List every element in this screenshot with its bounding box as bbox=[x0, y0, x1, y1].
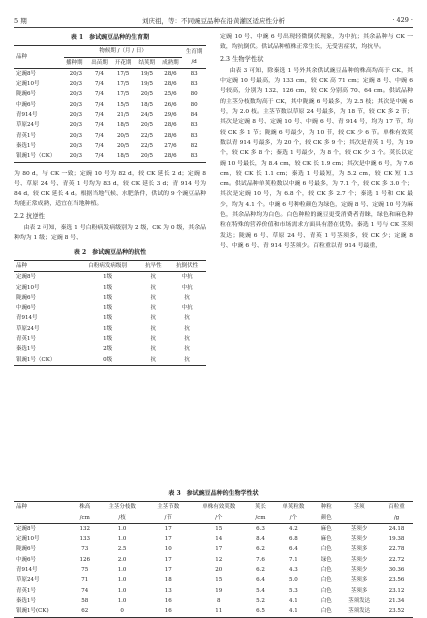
table-cell: 青914号 bbox=[16, 315, 38, 322]
table-row bbox=[14, 68, 206, 79]
left-paragraph-1: 为 80 d，与 CK 一致；定豌 10 号为 82 d，较 CK 延长 2 d；定豌 8 号、草原 24 号、青英 1 号均为 83 d，较 CK 延长 3 d；青 914 号为 84 d，较 CK 延长 4 d。根据当地气候、水肥条件，供试的 9 个豌豆品种均能正常成熟，适宜在当地种植。 bbox=[14, 170, 206, 208]
table-cell: 18 bbox=[164, 577, 172, 584]
table3-unit: /cm bbox=[255, 514, 266, 521]
table-cell: 82 bbox=[190, 142, 198, 149]
table-cell: 1.0 bbox=[117, 525, 127, 532]
table-cell: 7/4 bbox=[95, 101, 104, 108]
table1-subheader: 成熟期 bbox=[162, 59, 179, 66]
table1-subheader: 开花期 bbox=[114, 59, 132, 66]
table-cell: 4.1 bbox=[288, 608, 298, 615]
table-cell: 茎须发达 bbox=[348, 597, 371, 604]
table-cell: 抗 bbox=[150, 284, 157, 291]
table2-header: 抗倒伏性 bbox=[176, 262, 199, 269]
header-rule bbox=[14, 27, 413, 28]
table-cell: 陇豌6号 bbox=[16, 91, 36, 98]
table-cell: 17 bbox=[164, 536, 172, 543]
table-cell: 23.56 bbox=[388, 577, 405, 584]
table-cell: 1.0 bbox=[117, 567, 127, 574]
table3-block bbox=[14, 488, 413, 618]
table-cell: 草原24号 bbox=[16, 325, 40, 332]
table-cell: 28/6 bbox=[164, 70, 177, 77]
table-cell: 15 bbox=[215, 525, 223, 532]
table-row bbox=[14, 120, 206, 130]
table-row bbox=[14, 575, 413, 585]
table-cell: 18/5 bbox=[116, 122, 130, 129]
table-cell: 白色 bbox=[320, 587, 332, 594]
table-cell: 6.8 bbox=[288, 536, 298, 543]
table-cell: 4.3 bbox=[288, 567, 298, 574]
table-cell: 18/5 bbox=[116, 153, 130, 160]
table-cell: 4.1 bbox=[288, 597, 298, 604]
table-cell: 22/5 bbox=[140, 142, 153, 149]
table-cell: 1.0 bbox=[117, 597, 127, 604]
table3-unit: 颜色 bbox=[320, 514, 332, 521]
left-column bbox=[14, 32, 206, 366]
table-cell: 20/3 bbox=[69, 91, 82, 98]
table-cell: 20/3 bbox=[69, 81, 82, 88]
table-cell: 1级 bbox=[103, 325, 113, 332]
table-cell: 抗 bbox=[184, 315, 190, 322]
table-cell: 22.78 bbox=[388, 546, 405, 553]
table-cell: 茎须多 bbox=[350, 577, 368, 584]
table3-unit: /cm bbox=[79, 514, 90, 521]
table-row bbox=[14, 606, 413, 617]
table-cell: 17 bbox=[164, 556, 172, 563]
table-cell: 24.18 bbox=[388, 525, 405, 532]
table3-header: 主茎节数 bbox=[157, 504, 180, 511]
table-cell: 7.6 bbox=[256, 556, 265, 563]
table3-header: 单株有效荚数 bbox=[202, 504, 236, 511]
table-cell: 中抗 bbox=[181, 274, 193, 281]
table-cell: 22.72 bbox=[388, 556, 405, 563]
table-cell: 20/3 bbox=[69, 132, 82, 139]
table-cell: 秦选1号 bbox=[16, 142, 36, 149]
table-cell: 定豌8号 bbox=[16, 70, 36, 77]
table-cell: 1级 bbox=[103, 315, 113, 322]
table-cell: 19/5 bbox=[140, 70, 153, 77]
table2 bbox=[14, 260, 206, 366]
table-cell: 0级 bbox=[103, 356, 113, 363]
table-row bbox=[14, 283, 206, 293]
table-cell: 22/5 bbox=[140, 132, 153, 139]
table-cell: 83 bbox=[190, 81, 198, 88]
page-number: · 429 · bbox=[392, 16, 413, 24]
section-heading-2-3 bbox=[220, 55, 413, 65]
table-cell: 中豌6号 bbox=[16, 305, 36, 312]
table1-header-period: 生育期 bbox=[185, 48, 203, 55]
table-cell: 秦选1号 bbox=[16, 346, 36, 353]
table-cell: 28/6 bbox=[164, 122, 177, 129]
table-row bbox=[14, 334, 206, 344]
table-cell: 草原24号 bbox=[16, 122, 40, 129]
table-cell: 1级 bbox=[103, 294, 113, 301]
table-cell: 绿色 bbox=[320, 556, 332, 563]
table-cell: 80 bbox=[190, 91, 198, 98]
table-cell: 11 bbox=[215, 608, 223, 615]
section-title: 生物学性状 bbox=[232, 55, 264, 63]
table-cell: 132 bbox=[79, 525, 90, 532]
table3-header: 茎须 bbox=[353, 504, 365, 511]
table-cell: 6.2 bbox=[256, 567, 265, 574]
table-cell: 白色 bbox=[320, 608, 332, 615]
table-cell: 抗 bbox=[150, 336, 157, 343]
table1-subheader: 播种期 bbox=[65, 59, 83, 66]
table-row bbox=[14, 555, 413, 565]
table3-header: 品种 bbox=[16, 504, 28, 511]
table-cell: 23.12 bbox=[388, 587, 405, 594]
table-cell: 62 bbox=[81, 608, 89, 615]
table-row bbox=[14, 324, 206, 334]
table-cell: 28/6 bbox=[164, 132, 177, 139]
section-heading-2-2 bbox=[14, 212, 206, 222]
table3-unit: /个 bbox=[289, 514, 298, 521]
table-cell: 80 bbox=[190, 101, 198, 108]
table-cell: 16 bbox=[164, 608, 172, 615]
table-cell: 21/5 bbox=[116, 112, 130, 119]
table-cell: 1级 bbox=[103, 305, 113, 312]
table-cell: 抗 bbox=[150, 294, 157, 301]
table-cell: 青914号 bbox=[16, 112, 38, 119]
table-row bbox=[14, 534, 413, 544]
table-cell: 1.0 bbox=[117, 577, 127, 584]
table-cell: 27/6 bbox=[164, 142, 177, 149]
right-column bbox=[220, 32, 413, 251]
table-cell: 6.5 bbox=[256, 608, 265, 615]
table-row bbox=[14, 110, 206, 120]
table-cell: 6.4 bbox=[288, 546, 298, 553]
table-cell: 18/5 bbox=[140, 101, 153, 108]
table-cell: 2.0 bbox=[117, 556, 127, 563]
table-cell: 7/4 bbox=[95, 122, 104, 129]
table-cell: 青914号 bbox=[16, 567, 38, 574]
table-cell: 定豌10号 bbox=[16, 284, 40, 291]
table-cell: 7/4 bbox=[95, 153, 104, 160]
table-cell: 麻色 bbox=[320, 525, 332, 532]
table-cell: 陇豌6号 bbox=[16, 546, 36, 553]
table-cell: 白色 bbox=[320, 577, 332, 584]
table-row bbox=[14, 100, 206, 110]
table-cell: 银豌1号（CK） bbox=[16, 356, 56, 363]
table-cell: 抗 bbox=[150, 305, 157, 312]
table-cell: 茎须少 bbox=[350, 525, 368, 532]
table1-header-days: /d bbox=[191, 59, 197, 66]
table-row bbox=[14, 79, 206, 89]
table-cell: 1级 bbox=[103, 284, 113, 291]
table-cell: 20/5 bbox=[140, 122, 153, 129]
table-cell: 6.2 bbox=[256, 546, 265, 553]
table-cell: 74 bbox=[81, 587, 89, 594]
table3-header: 荚长 bbox=[254, 504, 266, 511]
section-number: 2.2 bbox=[14, 212, 25, 220]
table-cell: 20/3 bbox=[69, 153, 82, 160]
table-cell: 19.38 bbox=[388, 536, 405, 543]
table-cell: 20/3 bbox=[69, 112, 82, 119]
table3-header: 种粒 bbox=[320, 504, 332, 511]
table-cell: 17 bbox=[164, 525, 172, 532]
table-cell: 7/4 bbox=[95, 70, 104, 77]
table-cell: 定豌8号 bbox=[16, 525, 36, 532]
section-number: 2.3 bbox=[220, 55, 231, 63]
table-cell: 17 bbox=[215, 546, 223, 553]
table-cell: 23.52 bbox=[388, 608, 405, 615]
table-row bbox=[14, 141, 206, 151]
table2-body bbox=[14, 272, 206, 366]
table-cell: 茎须多 bbox=[350, 587, 368, 594]
table-cell: 17 bbox=[164, 567, 172, 574]
right-paragraph-2: 由表 3 可知，除秦选 1 号外其余供试豌豆品种的株高均高于 CK，其中定豌 10 号最高，为 133 cm，较 CK 高 71 cm；定豌 8 号、中豌 6 号较高，分别为 132、126 cm，较 CK 分别高 70、64 cm。供试品种的主茎分枝数均高于 CK，其中陇豌 6 号最多，为 2.5 枝；其次是中豌 6 号，为 2.0 枝。主茎节数以草原 24 号最多，为 18 节，较 CK 多 2 节；其次是定豌 8 号、定豌 10 号、中豌 6 号、青 914 号，均为 17 节，均较 CK 多 1 节；陇豌 6 号最少，为 10 节，较 CK 少 6 节。单株有效荚数以青 914 号最多，为 20 个，较 CK 多 9 个；其次是青英 1 号，为 19 个，较 CK 多 8 个；秦选 1 号最少，为 8 个，较 CK 少 3 个。荚长以定豌 10 号最长，为 8.4 cm，较 CK 长 1.9 cm；其次是中豌 6 号，为 7.6 cm，较 CK 长 1.1 cm；秦选 1 号最短，为 5.2 cm，较 CK 短 1.3 cm。供试品种单荚粒数以中豌 6 号最多，为 7.1 个，较 CK 多 3.0 个；其次是定豌 10 号，为 6.8 个，较 CK 多 2.7 个；秦选 1 号和 CK 最少，均为 4.1 个。中豌 6 号种粒颜色为绿色，定豌 8 号、定豌 10 号为麻色，其余品种均为白色。白色种粒的豌豆更受消费者青睐，绿色和麻色种粒在特殊的营养价值和市场需求方面具有潜在优势。秦选 1 号与 CK 茎须发达；陇豌 6 号、草原 24 号、青英 1 号茎须多，较 CK 少；定豌 8 号、中豌 6 号、青 914 号茎须少。百粒重以青 914 号最重， bbox=[220, 67, 413, 249]
table-cell: 茎须少 bbox=[350, 536, 368, 543]
table-cell: 白色 bbox=[320, 546, 332, 553]
table1-subheader: 结荚期 bbox=[138, 59, 156, 66]
table-cell: 麻色 bbox=[320, 536, 332, 543]
table-cell: 1.0 bbox=[117, 587, 127, 594]
table-cell: 84 bbox=[190, 112, 198, 119]
right-paragraph-1: 定豌 10 号、中豌 6 号出现轻微倒伏现象，为中抗；其余品种与 CK 一致，均抗倒伏。供试品种植株正常生长，无受害症状，均抗旱。 bbox=[220, 34, 413, 51]
table1-caption: 表 1 参试豌豆品种的生育期 bbox=[70, 34, 150, 41]
table-cell: 茎须少 bbox=[350, 556, 368, 563]
table3 bbox=[14, 501, 413, 617]
table-cell: 抗 bbox=[150, 274, 157, 281]
table-cell: 126 bbox=[79, 556, 90, 563]
table-cell: 17/5 bbox=[116, 70, 130, 77]
table-cell: 中抗 bbox=[181, 305, 193, 312]
table-cell: 75 bbox=[81, 567, 89, 574]
running-title: 刘庆祖，等：不同豌豆品种在沿黄灌区适应性分析 bbox=[142, 17, 285, 25]
table2-header: 品种 bbox=[16, 262, 28, 269]
table3-body bbox=[14, 523, 413, 617]
table-cell: 13 bbox=[164, 587, 172, 594]
table-cell: 定豌8号 bbox=[16, 274, 36, 281]
table-cell: 73 bbox=[81, 546, 89, 553]
table-row bbox=[14, 565, 413, 575]
table3-unit: /枝 bbox=[118, 514, 126, 521]
table-cell: 20/3 bbox=[69, 142, 82, 149]
table-cell: 14 bbox=[215, 536, 223, 543]
table-cell: 83 bbox=[190, 122, 198, 129]
table-cell: 25/6 bbox=[164, 91, 177, 98]
table-row bbox=[14, 293, 206, 303]
table-cell: 5.2 bbox=[256, 597, 265, 604]
section-title: 抗逆性 bbox=[26, 212, 45, 220]
table-cell: 1.0 bbox=[117, 536, 127, 543]
table-cell: 133 bbox=[79, 536, 90, 543]
table-cell: 15/5 bbox=[116, 101, 130, 108]
table-row bbox=[14, 272, 206, 283]
table-cell: 抗 bbox=[150, 315, 157, 322]
table1-header-variety: 品种 bbox=[14, 46, 64, 69]
table-cell: 银豌1号(CK) bbox=[16, 608, 49, 615]
table-cell: 陇豌6号 bbox=[16, 294, 36, 301]
table1-header-group: 物候期 /（月 / 日） bbox=[64, 46, 182, 57]
table-cell: 20/5 bbox=[116, 132, 130, 139]
table-cell: 20/3 bbox=[69, 122, 82, 129]
table-cell: 4.2 bbox=[288, 525, 298, 532]
table3-unit: /个 bbox=[215, 514, 223, 521]
table-cell: 21.34 bbox=[388, 597, 405, 604]
table-row bbox=[14, 151, 206, 162]
table3-header: 单荚粒数 bbox=[282, 504, 305, 511]
table-cell: 19/5 bbox=[140, 81, 153, 88]
table-cell: 20/3 bbox=[69, 101, 82, 108]
table3-unit: /g bbox=[393, 514, 400, 521]
table-cell: 29/6 bbox=[164, 112, 177, 119]
table-cell: 83 bbox=[190, 132, 198, 139]
table-cell: 6.3 bbox=[256, 525, 265, 532]
table-cell: 白色 bbox=[320, 597, 332, 604]
table-cell: 20 bbox=[215, 567, 223, 574]
table-cell: 茎须少 bbox=[350, 567, 368, 574]
table3-unit bbox=[14, 513, 73, 524]
table2-header: 白粉病发病级别 bbox=[88, 262, 127, 269]
table-cell: 71 bbox=[81, 577, 89, 584]
table-cell: 银豌1号（CK） bbox=[16, 153, 56, 160]
table-cell: 茎须多 bbox=[350, 546, 368, 553]
table-row bbox=[14, 596, 413, 606]
table-cell: 28/6 bbox=[164, 81, 177, 88]
table-row bbox=[14, 89, 206, 99]
table-cell: 5.0 bbox=[288, 577, 298, 584]
table1-subheader: 出苗期 bbox=[91, 59, 108, 66]
table-cell: 1级 bbox=[103, 336, 113, 343]
table-cell: 7.1 bbox=[288, 556, 298, 563]
table3-header: 主茎分枝数 bbox=[108, 504, 136, 511]
table3-unit bbox=[338, 513, 380, 524]
table-row bbox=[14, 131, 206, 141]
table-cell: 5.3 bbox=[288, 587, 298, 594]
table-cell: 草原24号 bbox=[16, 577, 40, 584]
table-row bbox=[14, 344, 206, 354]
table3-caption: 表 3 参试豌豆品种的生物学性状 bbox=[168, 490, 259, 497]
table-cell: 8.4 bbox=[256, 536, 265, 543]
table-cell: 17/5 bbox=[116, 81, 130, 88]
table-cell: 白色 bbox=[320, 567, 332, 574]
table-cell: 83 bbox=[190, 153, 198, 160]
table3-header: 百粒重 bbox=[388, 504, 405, 511]
table-cell: 83 bbox=[190, 70, 198, 77]
table2-header: 抗旱性 bbox=[145, 262, 162, 269]
table-cell: 20/5 bbox=[116, 142, 130, 149]
table-row bbox=[14, 523, 413, 534]
table1-body bbox=[14, 68, 206, 162]
table-cell: 抗 bbox=[184, 336, 190, 343]
table-cell: 24/5 bbox=[140, 112, 153, 119]
issue-number: 5 期 bbox=[14, 17, 27, 25]
table-cell: 2.5 bbox=[117, 546, 127, 553]
table-row bbox=[14, 303, 206, 313]
table-cell: 抗 bbox=[150, 356, 157, 363]
table-cell: 58 bbox=[81, 597, 89, 604]
table-cell: 青英1号 bbox=[16, 587, 36, 594]
table-cell: 1级 bbox=[103, 274, 113, 281]
table-cell: 17/5 bbox=[116, 91, 130, 98]
table-cell: 中豌6号 bbox=[16, 101, 36, 108]
table-cell: 抗 bbox=[184, 356, 190, 363]
table-row bbox=[14, 586, 413, 596]
table-cell: 定豌10号 bbox=[16, 536, 40, 543]
table-cell: 抗 bbox=[184, 294, 190, 301]
table-row bbox=[14, 544, 413, 554]
table-cell: 20/5 bbox=[140, 91, 153, 98]
table-cell: 中豌6号 bbox=[16, 556, 36, 563]
table-cell: 抗 bbox=[150, 325, 157, 332]
table-cell: 10 bbox=[164, 546, 172, 553]
table1 bbox=[14, 45, 206, 162]
table-cell: 26/6 bbox=[164, 101, 177, 108]
table-cell: 30.36 bbox=[388, 567, 405, 574]
table-row bbox=[14, 355, 206, 366]
table-cell: 抗 bbox=[150, 346, 157, 353]
table-cell: 8 bbox=[216, 597, 221, 604]
table-cell: 0 bbox=[120, 608, 124, 615]
table-cell: 20/3 bbox=[69, 70, 82, 77]
table-row bbox=[14, 313, 206, 323]
table-cell: 青英1号 bbox=[16, 336, 36, 343]
table-cell: 7/4 bbox=[95, 132, 104, 139]
table-cell: 12 bbox=[215, 556, 223, 563]
table-cell: 抗 bbox=[184, 325, 190, 332]
table-cell: 茎须发达 bbox=[348, 608, 371, 615]
table-cell: 20/5 bbox=[140, 153, 153, 160]
table-cell: 抗 bbox=[184, 346, 190, 353]
left-paragraph-2: 由表 2 可知，秦选 1 号白粉病发病级别为 2 级，CK 为 0 级，其余品种均为 1 级；定豌 8 号、 bbox=[14, 225, 206, 242]
table-cell: 中抗 bbox=[181, 284, 193, 291]
table-cell: 秦选1号 bbox=[16, 597, 36, 604]
table-cell: 28/6 bbox=[164, 153, 177, 160]
table-cell: 6.4 bbox=[256, 577, 265, 584]
table-cell: 7/4 bbox=[95, 112, 104, 119]
table-cell: 19 bbox=[215, 587, 223, 594]
table-cell: 16 bbox=[164, 597, 172, 604]
table3-header: 株高 bbox=[79, 504, 91, 511]
table-cell: 2级 bbox=[103, 346, 113, 353]
table-cell: 15 bbox=[215, 577, 223, 584]
table2-caption: 表 2 参试豌豆品种的抗性 bbox=[73, 248, 147, 256]
table-cell: 青英1号 bbox=[16, 132, 36, 139]
table-cell: 7/4 bbox=[95, 91, 104, 98]
table3-unit: /节 bbox=[164, 514, 172, 521]
table-cell: 7/4 bbox=[95, 81, 104, 88]
table-cell: 5.4 bbox=[256, 587, 265, 594]
table-cell: 7/4 bbox=[95, 142, 104, 149]
table-cell: 定豌10号 bbox=[16, 81, 40, 88]
